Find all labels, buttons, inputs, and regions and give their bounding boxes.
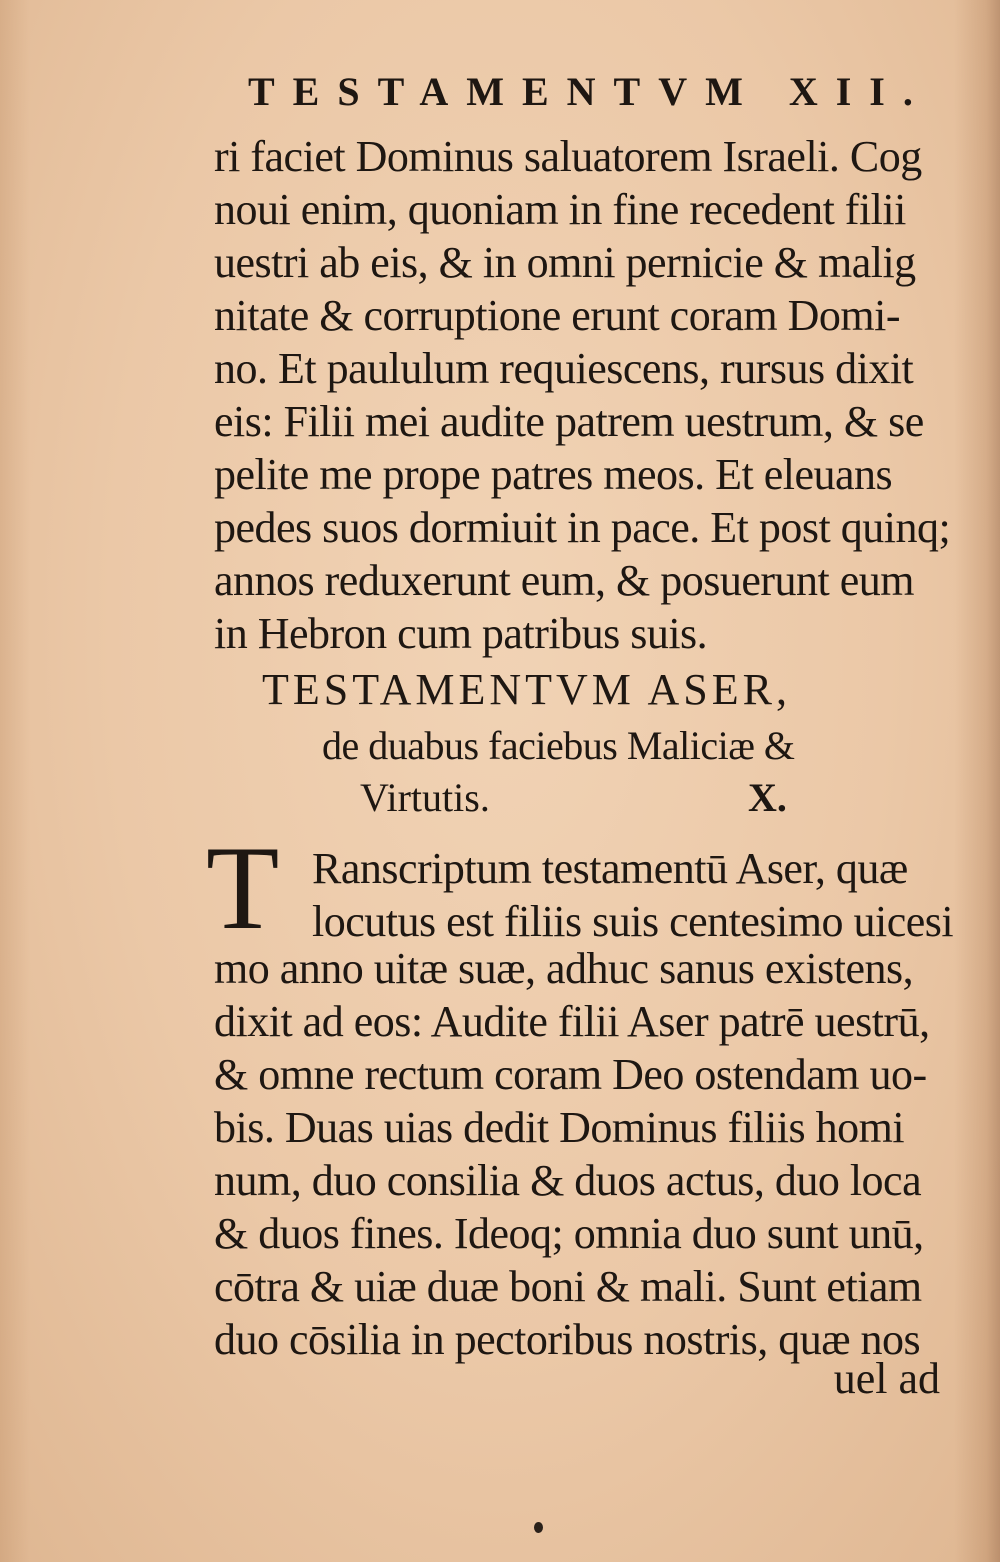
text-line: in Hebron cum patribus suis. (214, 609, 708, 658)
text-line: pelite me prope patres meos. Et eleuans (214, 450, 893, 499)
text-line: & duos fines. Ideoq; omnia duo sunt unū, (214, 1209, 924, 1258)
text-line: num, duo consilia & duos actus, duo loca (214, 1156, 922, 1205)
text-block-2-indented (312, 842, 962, 948)
text-block-1 (214, 130, 964, 660)
text-line: cōtra & uiæ duæ boni & mali. Sunt etiam (214, 1262, 922, 1311)
text-line: & omne rectum coram Deo ostendam uo- (214, 1050, 927, 1099)
text-line: annos reduxerunt eum, & posuerunt eum (214, 556, 915, 605)
text-line: eis: Filii mei audite patrem uestrum, & se (214, 397, 924, 446)
text-line: nitate & corruptione erunt coram Domi- (214, 291, 900, 340)
text-line: no. Et paululum requiescens, rursus dixit (214, 344, 914, 393)
text-line: noui enim, quoniam in fine recedent filii (214, 185, 906, 234)
section-heading: TESTAMENTVM ASER, (262, 665, 791, 714)
running-head: TESTAMENTVM XII. (248, 69, 931, 114)
text-line: bis. Duas uias dedit Dominus filiis homi (214, 1103, 905, 1152)
ink-dot (534, 1522, 543, 1533)
text-line: dixit ad eos: Audite filii Aser patrē uestrū, (214, 997, 930, 1046)
text-line: ri faciet Dominus saluatorem Israeli. Cog (214, 132, 922, 181)
page-edge-shadow-left (0, 0, 30, 1562)
text-line: pedes suos dormiuit in pace. Et post quinq; (214, 503, 951, 552)
text-line: uestri ab eis, & in omni pernicie & malig (214, 238, 916, 287)
section-subheading-2 (360, 770, 820, 826)
section-number: X. (748, 775, 787, 820)
text-line: Ranscriptum testamentū Aser, quæ (312, 844, 908, 893)
text-block-2 (214, 942, 964, 1366)
subheading-text: Virtutis. (360, 775, 490, 820)
text-line: locutus est filiis suis centesimo uicesi (312, 897, 954, 946)
text-line: duo cōsilia in pectoribus nostris, quæ nos (214, 1315, 921, 1364)
section-subheading: de duabus faciebus Maliciæ & (322, 723, 795, 768)
catchword: uel ad (833, 1354, 940, 1403)
drop-cap: T (206, 821, 280, 954)
text-line: mo anno uitæ suæ, adhuc sanus existens, (214, 944, 914, 993)
